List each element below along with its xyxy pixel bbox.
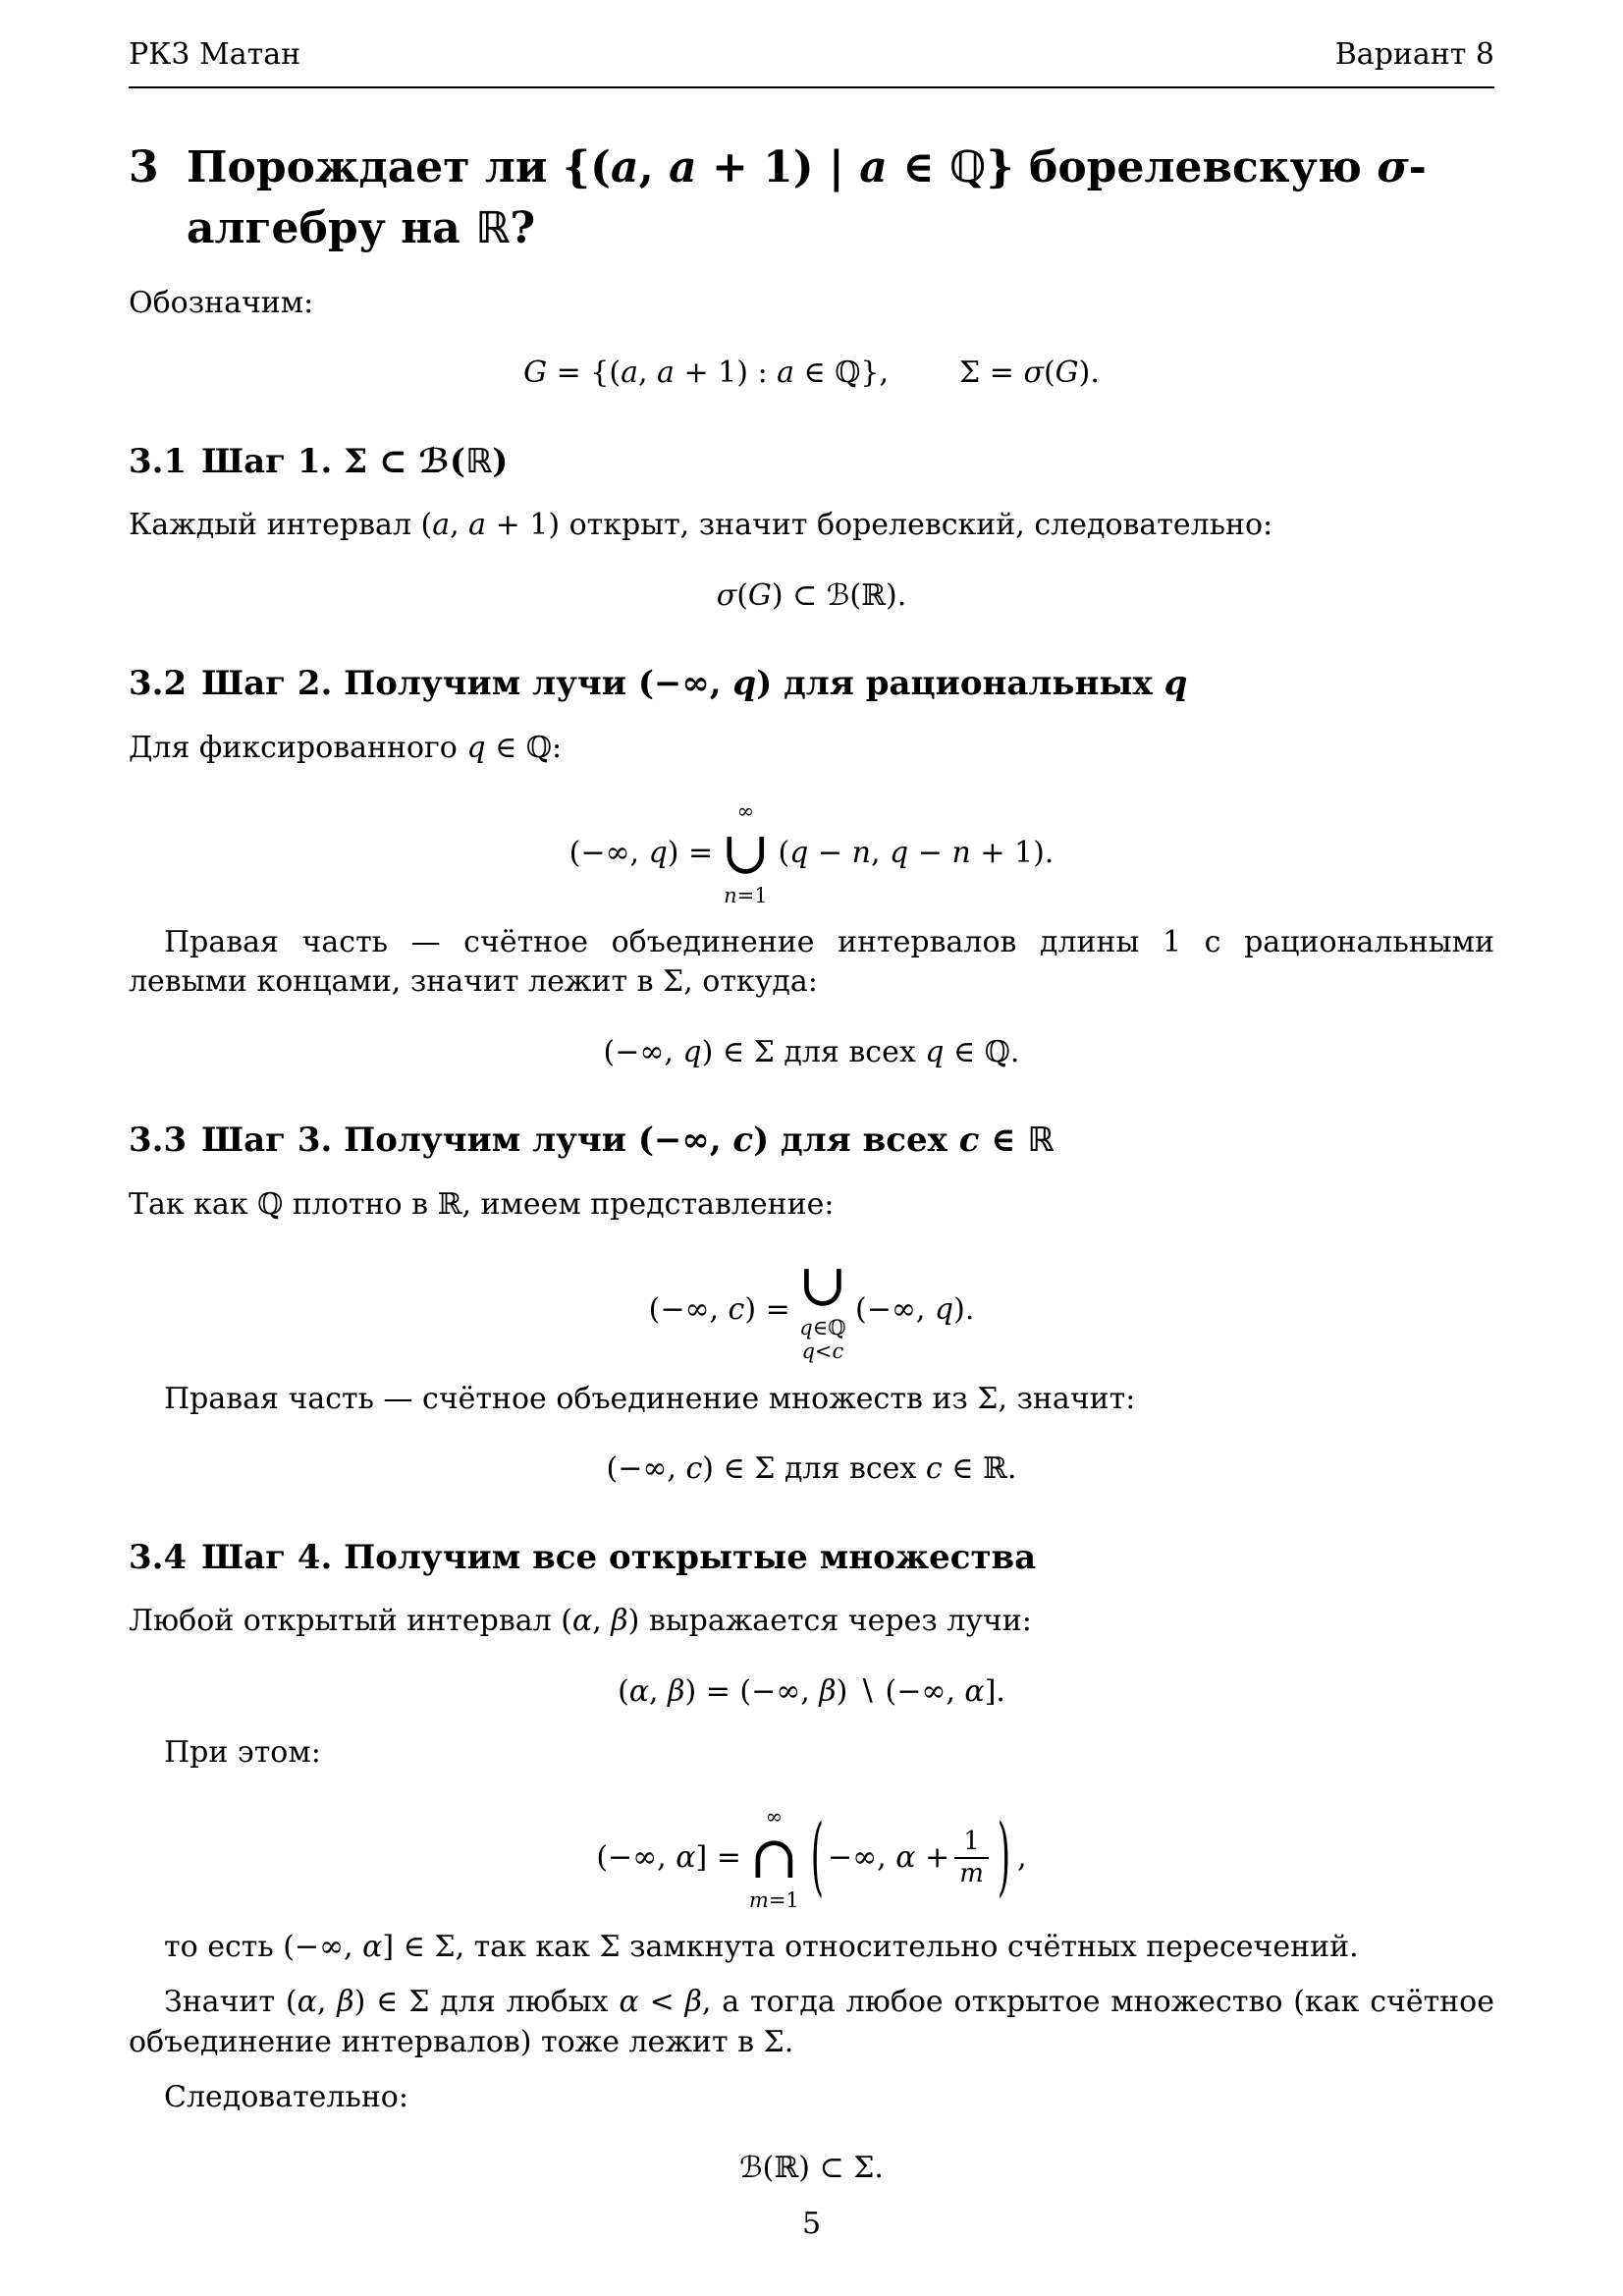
subsection-3-2-title: Шаг 2. Получим лучи (−∞, q) для рациональных q [201,664,1188,704]
union-lower-limit-line1: q∈ℚ [799,1316,846,1340]
formula-ray-rational-in-sigma: (−∞, q) ∈ Σ для всех q ∈ ℚ. [603,1034,1020,1069]
formula-ray-real-union [129,1251,1494,1364]
fraction-numerator: 1 [963,1826,980,1856]
fraction-denominator: m [954,1857,989,1889]
subsection-3-3-number: 3.3 [129,1121,188,1161]
formula-left-part: (−∞, c) = [648,1292,790,1328]
paragraph-step3-intro: Так как ℚ плотно в ℝ, имеем представление: [129,1186,835,1222]
subsection-3-1-title: Шаг 1. Σ ⊂ ℬ(ℝ) [201,441,509,481]
paragraph-step4-closed-ray: то есть (−∞, α] ∈ Σ, так как Σ замкнута относительно счётных пересечений. [164,1929,1359,1964]
page-number: 5 [801,2207,822,2241]
subsection-3-3-heading [129,1120,1494,1162]
paragraph-therefore: Следовательно: [164,2080,408,2115]
intersection-upper-limit: ∞ [765,1804,784,1829]
formula-ray-real-in-sigma: (−∞, c) ∈ Σ для всех c ∈ ℝ. [606,1451,1017,1486]
formula-closed-ray-intersection [129,1805,1494,1912]
formula-trailing-comma: , [1017,1840,1027,1876]
section-number: 3 [129,142,159,192]
formula-g-definition: G = {(a, a + 1) : a ∈ ℚ}, Σ = σ(G). [523,355,1100,391]
paragraph-step2-conclusion: Правая часть — счётное объединение интервалов длины 1 с рациональными левыми концами, значит лежит в Σ, откуда: [129,924,1494,1000]
subsection-3-1-number: 3.1 [129,441,188,481]
formula-inner-part: −∞, α + [828,1840,950,1876]
union-lower-limit-line2: q<c [801,1339,844,1364]
formula-right-part: (−∞, q). [855,1292,975,1328]
page-header [129,37,1494,88]
formula-interval-via-rays: (α, β) = (−∞, β) ∖ (−∞, α]. [618,1673,1005,1709]
formula-sigma-subset-borel: σ(G) ⊂ ℬ(ℝ). [716,577,907,613]
header-right-variant: Вариант 8 [1334,37,1494,72]
formula-left-part: (−∞, q) = [568,836,714,871]
section-heading [129,137,1494,260]
paragraph-step4-note: При этом: [164,1735,321,1770]
union-lower-limit: n=1 [724,883,768,907]
paragraph-denote: Обозначим: [129,285,314,320]
union-operator [797,1251,847,1364]
subsection-3-4-number: 3.4 [129,1537,188,1577]
subsection-3-3-title: Шаг 3. Получим лучи (−∞, c) для всех c ∈ ℝ [201,1121,1055,1161]
formula-borel-subset-sigma: ℬ(ℝ) ⊂ Σ. [739,2150,884,2185]
formula-ray-rational-union [129,799,1494,906]
intersection-symbol: ∩ [749,1823,799,1892]
big-open-paren: ( [810,1807,825,1908]
section-title-text [187,137,1427,260]
subsection-3-4-title: Шаг 4. Получим все открытые множества [201,1537,1037,1577]
big-close-paren: ) [997,1807,1011,1908]
union-symbol: ∪ [721,818,771,888]
subsection-3-1-heading [129,441,1494,483]
formula-right-part: (q − n, q − n + 1). [778,836,1055,871]
section-title-line1: Порождает ли {(a, a + 1) | a ∈ ℚ} борелевскую σ- [187,142,1427,192]
union-symbol: ∪ [797,1251,847,1321]
subsection-3-2-heading [129,663,1494,705]
union-operator [721,799,770,906]
subsection-3-4-heading [129,1537,1494,1579]
intersection-lower-limit: m=1 [748,1887,799,1912]
union-upper-limit: ∞ [736,799,755,824]
paragraph-step4-open-sets: Значит (α, β) ∈ Σ для любых α < β, а тогда любое открытое множество (как счётное объединение интервалов) тоже лежит в Σ. [129,1985,1494,2059]
subsection-3-2-number: 3.2 [129,664,188,704]
paragraph-step2-intro: Для фиксированного q ∈ ℚ: [129,730,563,765]
formula-left-part: (−∞, α] = [596,1840,741,1876]
paragraph-step4-intro: Любой открытый интервал (α, β) выражается через лучи: [129,1604,1032,1638]
paragraph-step1: Каждый интервал (a, a + 1) открыт, значит борелевский, следовательно: [129,508,1273,543]
intersection-operator [749,1805,799,1912]
section-title-line2: алгебру на ℝ? [187,203,536,254]
header-left-title: РК3 Матан [129,37,301,72]
fraction-one-over-m [954,1827,989,1889]
paragraph-step3-conclusion: Правая часть — счётное объединение множеств из Σ, значит: [164,1381,1136,1416]
